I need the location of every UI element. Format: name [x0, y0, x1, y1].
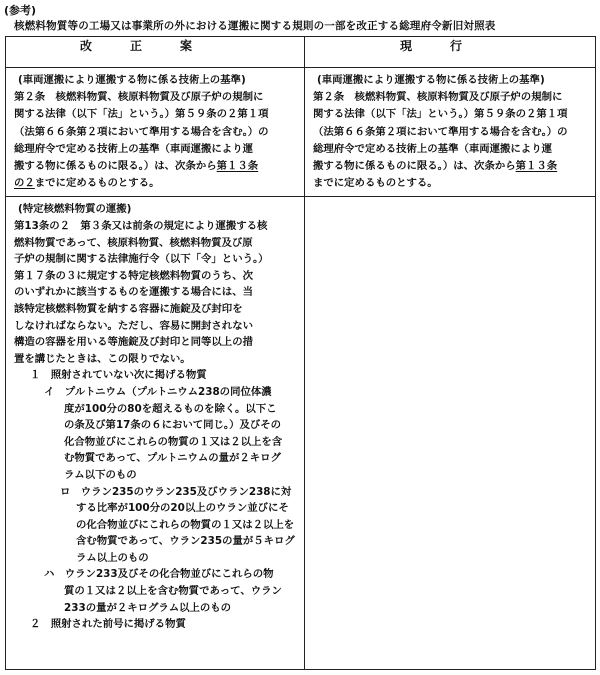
article-heading: (特定核燃料物質の運搬)	[18, 203, 132, 216]
subitem-ro: ロ ウラン235のウラン235及びウラン238に対	[60, 485, 292, 498]
text-line	[14, 175, 298, 192]
text-line: ラム以下のもの	[64, 468, 137, 481]
text-line: 関する法律（以下「法」という。）第５９条の２第１項	[313, 108, 568, 121]
text-segment: 搬する物に係るものに限る。）は、次条から	[313, 160, 516, 173]
subitem-i: イ プルトニウム（プルトニウム238の同位体濃	[44, 385, 272, 398]
text-line: 第１７条の３に規定する特定核燃料物質のうち、次	[14, 269, 253, 282]
column-header-revised: 改正案	[6, 37, 305, 68]
article-heading: (車両運搬により運搬する物に係る技術上の基準)	[317, 74, 545, 86]
text-segment: までに定めるものとする。	[34, 177, 160, 190]
subitem-ha: ハ ウラン233及びその化合物並びにこれらの物	[44, 568, 274, 581]
text-line: 第13条の２ 第３条又は前条の規定により運搬する核	[14, 220, 268, 233]
text-line: む物質であって、プルトニウムの量が２キログ	[64, 452, 281, 465]
amended-text: の２	[14, 177, 35, 190]
text-line: 度が100分の80を超えるものを除く。以下こ	[64, 402, 277, 415]
text-segment: 搬する物に係るものに限る。）は、次条から	[14, 160, 217, 173]
text-line: の化合物並びにこれらの物質の１又は２以上を	[76, 518, 295, 531]
text-line: 233の量が２キログラム以上のもの	[64, 601, 232, 614]
revised-cell-article2	[6, 68, 305, 197]
text-line: までに定めるものとする。	[313, 177, 438, 190]
text-line: する比率が100分の20以上のウラン並びにそ	[76, 502, 289, 515]
table-row	[6, 197, 596, 670]
text-line: 構造の容器を用いる等施錠及び封印と同等以上の措	[14, 336, 253, 349]
text-line: ラム以上のもの	[76, 551, 149, 564]
item-2: ２ 照射された前号に掲げる物質	[30, 618, 186, 631]
text-line: 置を講じたときは、この限りでない。	[14, 352, 191, 365]
text-line: 燃料物質であって、核原料物質、核燃料物質及び原	[14, 236, 253, 249]
text-line: 子炉の規制に関する法律施行令（以下「令」という。）	[14, 253, 269, 266]
amended-text: 第１３条	[515, 160, 558, 173]
reference-label: (参考)	[4, 4, 37, 17]
comparison-table	[5, 36, 596, 670]
text-line: （法第６６条第２項において準用する場合を含む。）の	[313, 125, 568, 138]
text-line: 該特定核燃料物質を納する容器に施錠及び封印を	[14, 302, 243, 315]
document-title: 核燃料物質等の工場又は事業所の外における運搬に関する規則の一部を改正する総理府令新旧対照表	[14, 20, 496, 32]
revised-cell-article13-2	[6, 197, 305, 670]
column-header-current: 現行	[305, 37, 596, 68]
text-line: （法第６６条第２項において準用する場合を含む。）の	[14, 125, 269, 138]
text-line: 質の１又は２以上を含む物質であって、ウラン	[64, 585, 282, 598]
text-line: しなければならない。ただし、容易に開封されない	[14, 319, 253, 332]
text-line: 総理府令で定める技術上の基準（車両運搬により運	[14, 142, 253, 155]
text-line: 含む物質であって、ウラン235の量が５キログ	[76, 535, 295, 548]
current-cell-article2	[305, 68, 596, 197]
text-line: 総理府令で定める技術上の基準（車両運搬により運	[313, 142, 552, 155]
text-line	[14, 158, 298, 175]
text-line: 関する法律（以下「法」という。）第５９条の２第１項	[14, 108, 269, 121]
item-1: １ 照射されていない次に掲げる物質	[30, 369, 207, 382]
text-line: 化合物並びにこれらの物質の１又は２以上を含	[64, 435, 283, 448]
text-line: の条及び第17条の６において同じ。）及びその	[64, 419, 282, 432]
amended-text: 第１３条	[216, 160, 259, 173]
text-line: 第２条 核燃料物質、核原料物質及び原子炉の規制に	[313, 91, 563, 104]
article-heading: (車両運搬により運搬する物に係る技術上の基準)	[18, 74, 246, 86]
table-row	[6, 68, 596, 197]
text-line: のいずれかに該当するものを運搬する場合には、当	[14, 286, 253, 299]
text-line: 第２条 核燃料物質、核原料物質及び原子炉の規制に	[14, 91, 264, 104]
text-line	[313, 158, 589, 175]
table-header-row	[6, 37, 596, 68]
current-cell-empty	[305, 197, 596, 670]
